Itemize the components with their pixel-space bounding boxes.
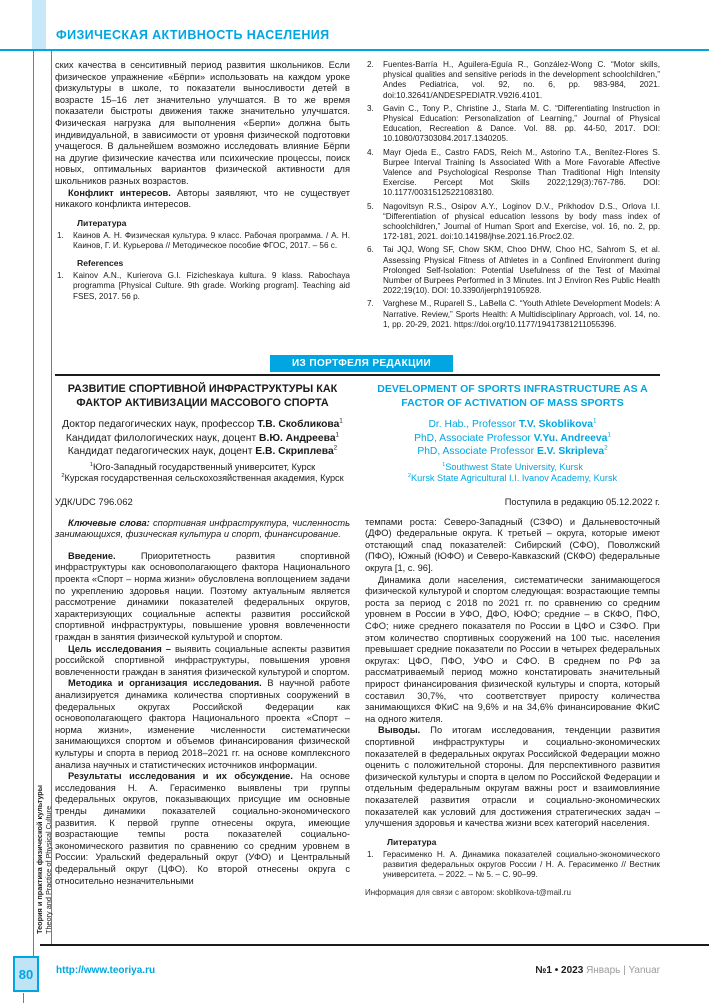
list-item — [365, 148, 660, 199]
article-title-en: DEVELOPMENT OF SPORTS INFRASTRUCTURE AS A FACTOR OF ACTIVATION OF MASS SPORTS — [377, 383, 648, 409]
margin-line-bottom — [23, 993, 24, 1003]
ref-text: Gavin C., Tony P., Christine J., Starla M. C. “Differentiating Instruction in Physical Education: Personalization of Learning,” Journal of Physical Education, Recreation & Dance. Vol. 88. pp. 44-50, 2017. DOI: 10.1080/07303084.2017.1340205. — [383, 103, 660, 144]
ref-number: 5. — [367, 201, 374, 211]
affiliation-mark: 2 — [333, 444, 338, 452]
affiliation-mark: 2 — [61, 473, 65, 480]
keywords-paragraph — [55, 518, 350, 541]
paragraph-introduction: Введение. Приоритетность развития спортивной инфраструктуры как основополагающего фактора Национального проекта «Спорт – норма жизни» обусловлена воплощением задачи по укреплению здоровья нации. Поэтому актуальным является рассмотрение динамики показателей федеральных округов, характеризующих социальные аспекты развития российской спортивной инфраструктуры, повышение уровня вовлеченности граждан в занятия физической культурой и спортом. — [55, 550, 350, 643]
author-line — [55, 445, 350, 459]
author-degree: Dr. Hab., Professor — [428, 419, 519, 430]
prev-left-column — [55, 60, 350, 353]
ref-number: 6. — [367, 245, 374, 255]
footer-rule — [40, 944, 709, 946]
author-line — [365, 445, 660, 459]
prev-right-column — [365, 60, 660, 353]
list-item — [55, 231, 350, 251]
list-item — [365, 245, 660, 296]
affiliation-mark: 2 — [407, 473, 412, 480]
ref-text: Varghese M., Ruparell S., LaBella C. “Youth Athlete Development Models: A Narrative. Review,” Sports Health: A Multidisciplinary Approach, vol. 14, no. 1, pp. 20-29, 2021. https://doi.org/10.1177/19417381211055396. — [383, 299, 660, 329]
paragraph-dynamics: Динамика доли населения, систематически занимающегося физической культурой и спортом следующая: возрастающие темпы роста за период с 2018 по 2021 гг. по сравнению со средним уровнем в России в УФО, ДФО, ЮФО; средние – в СКФО, ПФО, СФО; ниже среднего показателя по России в ЦФО и СЗФО. При этом количество спортивных сооружений на 100 тыс. населения превышает средние показатели по России в четырех федеральных округах: ЦФО, ПФО, УФО и СФО. В среднем по РФ за рассматриваемый период можно констатировать значительный прирост финансирования физической культуры и спорта, который составил 30,7%, что соответствует приросту количества занимающихся ФКиС на 9,6% и на 34,6% финансирование ФКиС на одного жителя. — [365, 574, 660, 724]
journal-title-ru: Теория и практика физической культуры — [35, 785, 44, 934]
affiliation-text: Юго-Западный государственный университет, Курск — [92, 461, 316, 472]
journal-url-link[interactable]: http://www.teoriya.ru — [56, 965, 156, 976]
affiliations-ru — [55, 462, 350, 485]
author-name: T.V. Skoblikova — [518, 419, 593, 430]
author-degree: Кандидат педагогических наук, доцент — [67, 446, 256, 457]
header-rule — [0, 49, 709, 51]
section-rule — [55, 374, 660, 376]
authors-ru — [55, 418, 350, 459]
affiliation-mark: 1 — [592, 417, 597, 425]
author-name: V.Yu. Andreeva — [533, 432, 608, 444]
paragraph-lead: Цель исследования – — [68, 643, 175, 654]
margin-accent-strip — [32, 0, 46, 49]
ref-text: Герасименко Н. А. Динамика показателей социально-экономического развития федеральных округов России / Н. А. Герасименко // Вестник университета. – 2022. – № 5. – С. 90–99. — [383, 849, 660, 880]
affiliation-mark: 2 — [604, 444, 608, 452]
article-title-ru: РАЗВИТИЕ СПОРТИВНОЙ ИНФРАСТРУКТУРЫ КАК ФАКТОР АКТИВИЗАЦИИ МАССОВОГО СПОРТА — [67, 383, 338, 409]
conflict-lead: Конфликт интересов. — [68, 187, 178, 198]
keywords-text: спортивная инфраструктура, численность занимающихся, физическая культура и спорт, финансирование. — [55, 517, 350, 540]
author-name: Т.В. Скобликова — [257, 419, 340, 430]
affiliation-mark: 1 — [442, 461, 446, 468]
conflict-of-interest-paragraph — [55, 188, 350, 211]
author-name: В.Ю. Андреева — [259, 432, 336, 444]
ref-number: 7. — [367, 299, 374, 309]
running-head: ФИЗИЧЕСКАЯ АКТИВНОСТЬ НАСЕЛЕНИЯ — [56, 28, 330, 42]
list-item — [365, 104, 660, 145]
issue-number: №1 • 2023 — [535, 965, 584, 976]
author-contact[interactable]: Информация для связи с автором: skoblikova-t@mail.ru — [365, 888, 571, 898]
article-right-column — [365, 381, 660, 939]
paragraph-results: Результаты исследования и их обсуждение. На основе исследования Н. А. Герасименко выявлены три группы федеральных округов, показывающих присущие им основные тренды динамики показателей социально-экономического развития. К первой группе отнесены округа, имеющие возрастающие темпы роста показателей социально-экономического развития по сравнению со средним уровнем в России: Уральский федеральный округ (УФО) и Центральный федеральный округ (ЦФО). Ко второй отнесены округа с относительно незначительными — [55, 771, 350, 886]
paragraph-lead: Введение. — [68, 550, 141, 561]
page-number: 80 — [13, 956, 39, 992]
literatura-heading: Литература — [387, 836, 437, 847]
ref-text: Fuentes-Barría H., Aguilera-Eguía R., González-Wong C. “Motor skills, physical qualities and sensitive periods in the development schoolchildren,” Andes Pediatrica, vol. 92, no. 6, pp. 983-984, 2021. doi:10.32641/ANDESPEDIATR.V92I6.4101. — [383, 60, 660, 100]
ref-text: Kainov A.N., Kurierova G.I. Fizicheskaya kultura. 9 klass. Rabochaya programma [Physical Culture. 9th grade. Working program]. Teaching aid FSES, 2017. 56 p. — [73, 271, 350, 301]
ref-number: 1. — [367, 849, 374, 859]
affiliation-line — [55, 473, 350, 485]
affiliation-line — [365, 462, 660, 474]
paragraph-continuation: темпами роста: Северо-Западный (СЗФО) и Дальневосточный (ДФО) федеральные округа. К третьей – округа, которые имеют отстающий спад показателей: Сибирский (СФО), Поволжский (ПФО), Южный (ЮФО) и Северо-Кавказский (СКФО) федеральные округа [1, с. 96]. — [365, 516, 660, 574]
ref-number: 3. — [367, 103, 374, 113]
affiliation-line — [365, 473, 660, 485]
author-degree: Доктор педагогических наук, профессор — [62, 419, 258, 430]
paragraph-lead: Методика и организация исследования. — [68, 678, 268, 689]
article-left-column — [55, 381, 350, 939]
list-item — [365, 202, 660, 243]
author-line — [365, 432, 660, 446]
literatura-heading: Литература — [77, 217, 127, 228]
paragraph-lead: Результаты исследования и их обсуждение. — [68, 771, 301, 782]
conflict-text: Авторы заявляют, что не существует никакого конфликта интересов. — [55, 187, 351, 210]
list-item — [365, 299, 660, 330]
received-date: Поступила в редакцию 05.12.2022 г. — [504, 496, 660, 507]
udc-code: УДК/UDC 796.062 — [55, 496, 133, 508]
paragraph-lead: Выводы. — [378, 725, 431, 736]
ref-number: 2. — [367, 60, 374, 69]
ref-number: 4. — [367, 147, 374, 157]
list-item — [365, 850, 660, 881]
issue-month: Январь | Yanuar — [586, 965, 660, 976]
author-name: Е.В. Скриплева — [255, 446, 334, 457]
journal-vertical-title — [36, 734, 54, 934]
keywords-label: Ключевые слова: — [68, 517, 153, 528]
section-banner: ИЗ ПОРТФЕЛЯ РЕДАКЦИИ — [270, 355, 453, 372]
ref-text: Nagovitsyn R.S., Osipov A.Y., Loginov D.V., Prikhodov D.S., Orlova I.I. “Differentiation of physical education lessons by body mass index of schoolchildren,” Journal of Human Sport and Exercise, vol. 16, no. 2, pp. 172-181, 2021. doi:10.14198/jhse.2021.16.Proc2.02. — [383, 201, 660, 242]
issue-label — [535, 965, 660, 976]
affiliation-text: Курская государственная сельскохозяйственная академия, Курск — [64, 473, 344, 484]
author-name: E.V. Skripleva — [536, 446, 605, 457]
ref-text: Tai JQJ, Wong SF, Chow SKM, Choo DHW, Choo HC, Sahrom S, et al. Assessing Physical Fitness of Athletes in a Confined Environment during Prolonged Self-Isolation: Potential Usefulness of the Test of Maximal Number of Burpees Performed in 3 Minutes. Int J Environ Res Public Health 2022;19(10). DOI: 10.3390/ijerph19105928. — [383, 245, 660, 296]
prev-body-text: ских качества в сенситивный период развития школьников. Если физическое упражнение «Бёрпи» использовать на каждом уроке физкультуры в школе, то показатели выносливости детей в возрасте 15–16 лет значительно улучшатся. В то же время показатели быстроты движения также значительно улучшатся. Физическая нагрузка для выполнения «Берпи» должна быть индивидуальной, в зависимости от уровня физической подготовки учащегося. В дальнейшем возможно исследовать влияние Бёрпи на другие физические качества или психические процессы, поиск новых, оптимальных вариантов физической активности для школьников разных возрастов. — [55, 60, 350, 186]
ref-text: Каинов А. Н. Физическая культура. 9 класс. Рабочая программа. / А. Н. Каинов, Г. И. Курьерова // Методическое пособие ФГОС, 2017. – 56 с. — [73, 230, 350, 250]
list-item — [365, 60, 660, 101]
ref-number: 1. — [57, 230, 64, 240]
affiliation-mark: 1 — [89, 461, 93, 468]
author-line — [55, 432, 350, 446]
affiliation-mark: 1 — [339, 417, 343, 425]
margin-line-left — [33, 51, 34, 956]
article-section — [55, 381, 660, 939]
list-item — [55, 271, 350, 302]
author-degree: Кандидат филологических наук, доцент — [65, 432, 260, 444]
previous-article-section — [55, 60, 660, 353]
journal-title-en: Theory and Practice of Physical Culture — [43, 805, 53, 934]
affiliation-mark: 1 — [335, 431, 340, 439]
paragraph-conclusions: Выводы. По итогам исследования, тенденции развития спортивной инфраструктуры и социально-экономических показателей в федеральных округах Российской Федерации можно оценить с положительной стороны. Для перспективного развития физической культуры и спорта в целом по Российской Федерации и отдельным федеральным округам важны рост и взаимовлияние показателей развития отрасли и социально-экономических показателей как условий для достижения стратегических задач – улучшения здоровья и качества жизни всех категорий населения. — [365, 725, 660, 829]
ref-number: 1. — [57, 271, 64, 281]
references-heading: References — [77, 258, 124, 269]
author-degree: PhD, Associate Professor — [417, 446, 537, 457]
author-line — [55, 418, 350, 432]
author-line — [365, 418, 660, 432]
ref-text: Mayr Ojeda E., Castro FADS, Reich M., Astorino T.A., Benítez-Flores S. Burpee Interval Training Is Associated With a More Favorable Affective Valence and Psychological Response Than Traditional High Intensity Exercise. Percept Mot Skills 2022;129(3):767-786. DOI: 10.1177/00315125221083180. — [383, 147, 660, 198]
author-degree: PhD, Associate Professor — [414, 432, 534, 444]
paragraph-methods: Методика и организация исследования. В научной работе анализируется динамика количества спортивных сооружений в федеральных округах Российской Федерации как основополагающего фактора Национального проекта «Спорт – норма жизни», изменение численности систематически занимающихся спортом и объемов финансирования физической культуры и спорта в период 2018–2021 гг. на основе комплексного анализа научных и статистических источников информации. — [55, 678, 350, 770]
paragraph-goal: Цель исследования – выявить социальные аспекты развития российской спортивной инфраструктуры, повышения уровня вовлеченности граждан в занятия физической культурой и спортом. — [55, 643, 350, 677]
affiliation-text: Southwest State University, Kursk — [445, 461, 583, 472]
affiliation-mark: 1 — [607, 431, 611, 439]
authors-en — [365, 418, 660, 459]
affiliation-line — [55, 462, 350, 474]
affiliations-en — [365, 462, 660, 485]
affiliation-text: Kursk State Agricultural I.I. Ivanov Academy, Kursk — [411, 473, 618, 484]
